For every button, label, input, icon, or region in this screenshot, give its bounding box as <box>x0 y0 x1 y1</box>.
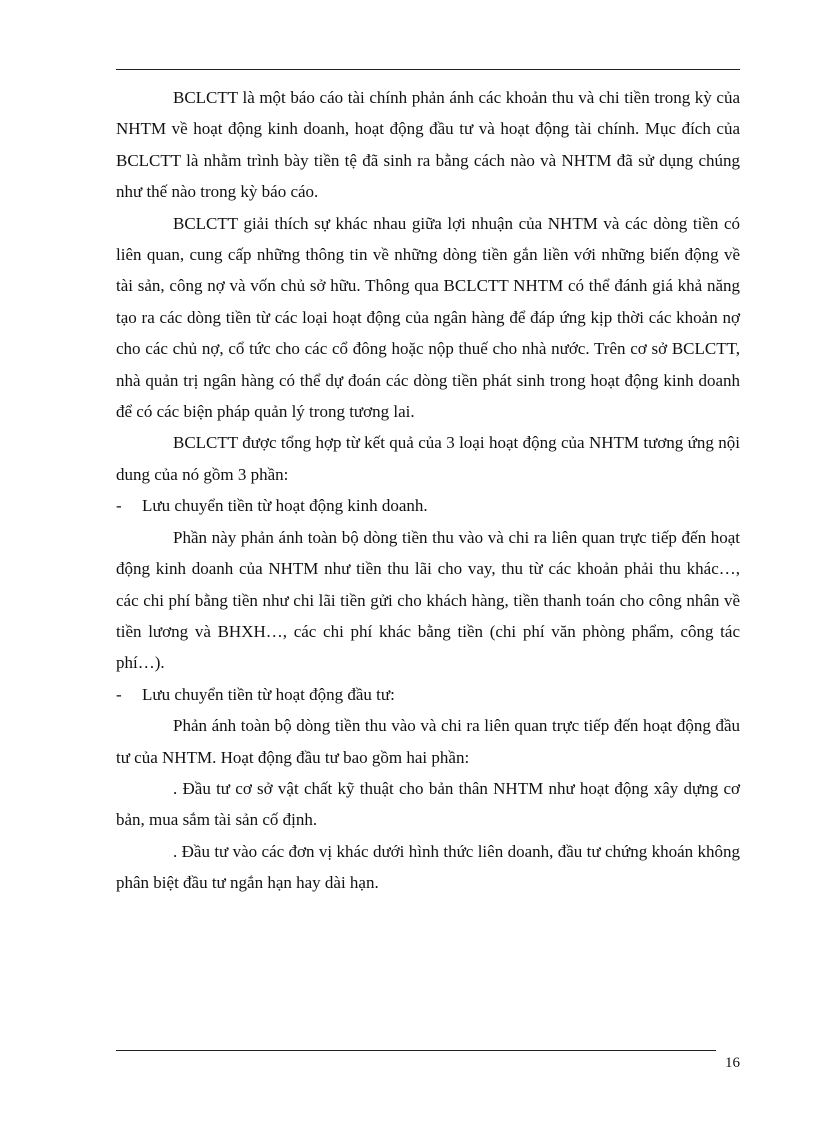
paragraph-bclctt-definition: BCLCTT là một báo cáo tài chính phản ánh các khoản thu và chi tiền trong kỳ của NHTM về hoạt động kinh doanh, hoạt động đầu tư và hoạt động tài chính. Mục đích của BCLCTT là nhằm trình bày tiền tệ đã sinh ra bằng cách nào và NHTM đã sử dụng chúng như thế nào trong kỳ báo cáo. <box>116 88 740 202</box>
document-body <box>116 82 740 899</box>
header-rule <box>116 69 740 70</box>
bullet-dash: - <box>116 684 122 704</box>
paragraph-bclctt-parts: BCLCTT được tổng hợp từ kết quả của 3 loại hoạt động của NHTM tương ứng nội dung của nó gồm 3 phần: <box>116 433 740 484</box>
sub-item-infrastructure-investment: . Đầu tư cơ sở vật chất kỹ thuật cho bản thân NHTM như hoạt động xây dựng cơ bản, mua sắm tài sản cố định. <box>116 778 740 830</box>
bullet-dash: - <box>116 496 122 516</box>
bullet-operating-cashflow-label: Lưu chuyển tiền từ hoạt động kinh doanh. <box>142 496 428 516</box>
bullet-operating-cashflow <box>116 490 740 521</box>
bullet-investing-cashflow-label: Lưu chuyển tiền từ hoạt động đầu tư: <box>142 684 395 704</box>
paragraph-investing-description: Phản ánh toàn bộ dòng tiền thu vào và chi ra liên quan trực tiếp đến hoạt động đầu tư của NHTM. Hoạt động đầu tư bao gồm hai phần: <box>116 716 740 767</box>
paragraph-bclctt-explanation: BCLCTT giải thích sự khác nhau giữa lợi nhuận của NHTM và các dòng tiền có liên quan, cung cấp những thông tin về những dòng tiền gắn liền với những biến động về tài sản, công nợ và vốn chủ sở hữu. Thông qua BCLCTT NHTM có thể đánh giá khả năng tạo ra các dòng tiền từ các loại hoạt động của ngân hàng để đáp ứng kịp thời các khoản nợ cho các chủ nợ, cổ tức cho các cổ đông hoặc nộp thuế cho nhà nước. Trên cơ sở BCLCTT, nhà quản trị ngân hàng có thể dự đoán các dòng tiền phát sinh trong hoạt động kinh doanh để có các biện pháp quản lý trong tương lai. <box>116 213 740 422</box>
footer-rule <box>116 1050 716 1051</box>
sub-item-external-investment: . Đầu tư vào các đơn vị khác dưới hình thức liên doanh, đầu tư chứng khoán không phân biệt đầu tư ngắn hạn hay dài hạn. <box>116 841 740 893</box>
bullet-investing-cashflow <box>116 679 740 710</box>
paragraph-operating-description: Phần này phản ánh toàn bộ dòng tiền thu vào và chi ra liên quan trực tiếp đến hoạt động kinh doanh của NHTM như tiền thu lãi cho vay, thu từ các khoản phải thu khác…, các chi phí bằng tiền như chi lãi tiền gửi cho khách hàng, tiền thanh toán cho công nhân về tiền lương và BHXH…, các chi phí khác bằng tiền (chi phí văn phòng phẩm, công tác phí…). <box>116 527 740 673</box>
page-number: 16 <box>725 1055 740 1071</box>
